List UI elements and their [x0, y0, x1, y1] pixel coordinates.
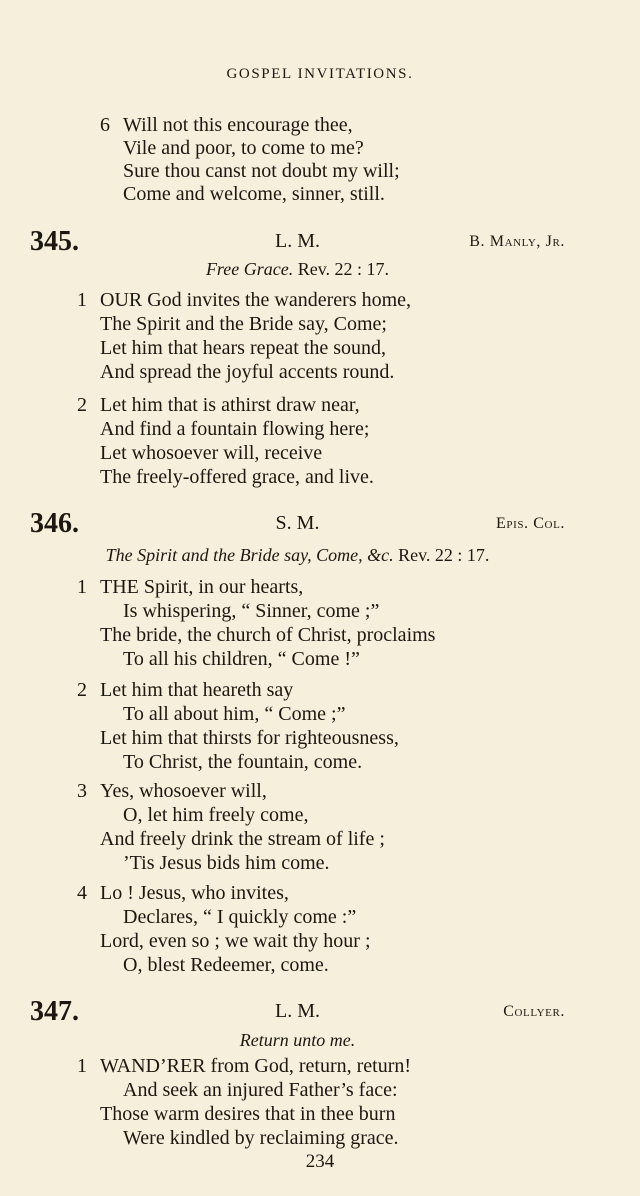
verse-number: 4 — [77, 882, 87, 904]
verse-line: Yes, whosoever will, — [100, 780, 267, 802]
verse-line: Were kindled by reclaiming grace. — [123, 1127, 399, 1149]
verse-line: Let him that hears repeat the sound, — [100, 337, 387, 359]
hymn-author: B. Manly, Jr. — [469, 233, 565, 250]
hymn-number: 346. — [30, 508, 79, 539]
verse-line: And spread the joyful accents round. — [100, 361, 395, 383]
verse-line: Let him that is athirst draw near, — [100, 394, 360, 416]
verse-line: ’Tis Jesus bids him come. — [123, 852, 330, 874]
verse-line: Lo ! Jesus, who invites, — [100, 882, 289, 904]
scripture-reference: Rev. 22 : 17. — [297, 259, 390, 279]
verse-number: 2 — [77, 394, 87, 416]
verse-line: The freely-offered grace, and live. — [100, 466, 374, 488]
verse-line: The bride, the church of Christ, proclaims — [100, 624, 436, 646]
verse-number: 1 — [77, 1055, 87, 1077]
verse-line: And seek an injured Father’s face: — [123, 1079, 398, 1101]
verse-line: O, blest Redeemer, come. — [123, 954, 329, 976]
hymn-title: Return unto me. — [239, 1030, 356, 1050]
hymn-subtitle — [30, 259, 565, 280]
scripture-reference: Rev. 22 : 17. — [398, 545, 490, 565]
verse-number: 2 — [77, 679, 87, 701]
hymn-header — [30, 996, 565, 1030]
hymn-meter: L. M. — [275, 230, 320, 252]
hymn-subtitle — [30, 545, 565, 566]
hymn-title: Free Grace. — [205, 259, 294, 279]
hymn-author: Epis. Col. — [495, 515, 565, 532]
hymn-number: 347. — [30, 996, 79, 1027]
verse-line: Those warm desires that in thee burn — [100, 1103, 396, 1125]
verse-line: Come and welcome, sinner, still. — [123, 183, 385, 205]
verse-number: 1 — [77, 289, 87, 311]
running-head: GOSPEL INVITATIONS. — [226, 66, 414, 82]
hymn-meter: S. M. — [275, 512, 320, 534]
hymn-header — [30, 508, 565, 542]
verse-line: Lord, even so ; we wait thy hour ; — [100, 930, 371, 952]
verse-line: Is whispering, “ Sinner, come ;” — [123, 600, 380, 622]
verse-line: THE Spirit, in our hearts, — [100, 576, 304, 598]
verse-line: Let him that heareth say — [100, 679, 294, 701]
hymn-author: Collyer. — [503, 1003, 565, 1020]
verse-line: Let him that thirsts for righteousness, — [100, 727, 399, 749]
verse-line: To Christ, the fountain, come. — [123, 751, 363, 773]
verse-line: Will not this encourage thee, — [123, 114, 353, 136]
verse-line: To all his children, “ Come !” — [123, 648, 360, 670]
hymn-meter: L. M. — [275, 1000, 320, 1022]
verse-number: 6 — [100, 114, 110, 136]
verse-line: And find a fountain flowing here; — [100, 418, 370, 440]
verse-line: Vile and poor, to come to me? — [123, 137, 364, 159]
page-number: 234 — [305, 1151, 335, 1172]
verse-line: Declares, “ I quickly come :” — [123, 906, 357, 928]
verse-line: To all about him, “ Come ;” — [123, 703, 346, 725]
verse-line: O, let him freely come, — [123, 804, 309, 826]
hymn-header — [30, 226, 565, 260]
verse-number: 1 — [77, 576, 87, 598]
verse-line: Sure thou canst not doubt my will; — [123, 160, 400, 182]
verse-line: Let whosoever will, receive — [100, 442, 323, 464]
hymn-subtitle — [30, 1030, 565, 1051]
verse-line: WAND’RER from God, return, return! — [100, 1055, 412, 1077]
verse-line: And freely drink the stream of life ; — [100, 828, 385, 850]
hymn-number: 345. — [30, 226, 79, 257]
verse-line: The Spirit and the Bride say, Come; — [100, 313, 387, 335]
verse-line: OUR God invites the wanderers home, — [100, 289, 412, 311]
verse-number: 3 — [77, 780, 87, 802]
hymn-title: The Spirit and the Bride say, Come, &c. — [105, 545, 394, 565]
